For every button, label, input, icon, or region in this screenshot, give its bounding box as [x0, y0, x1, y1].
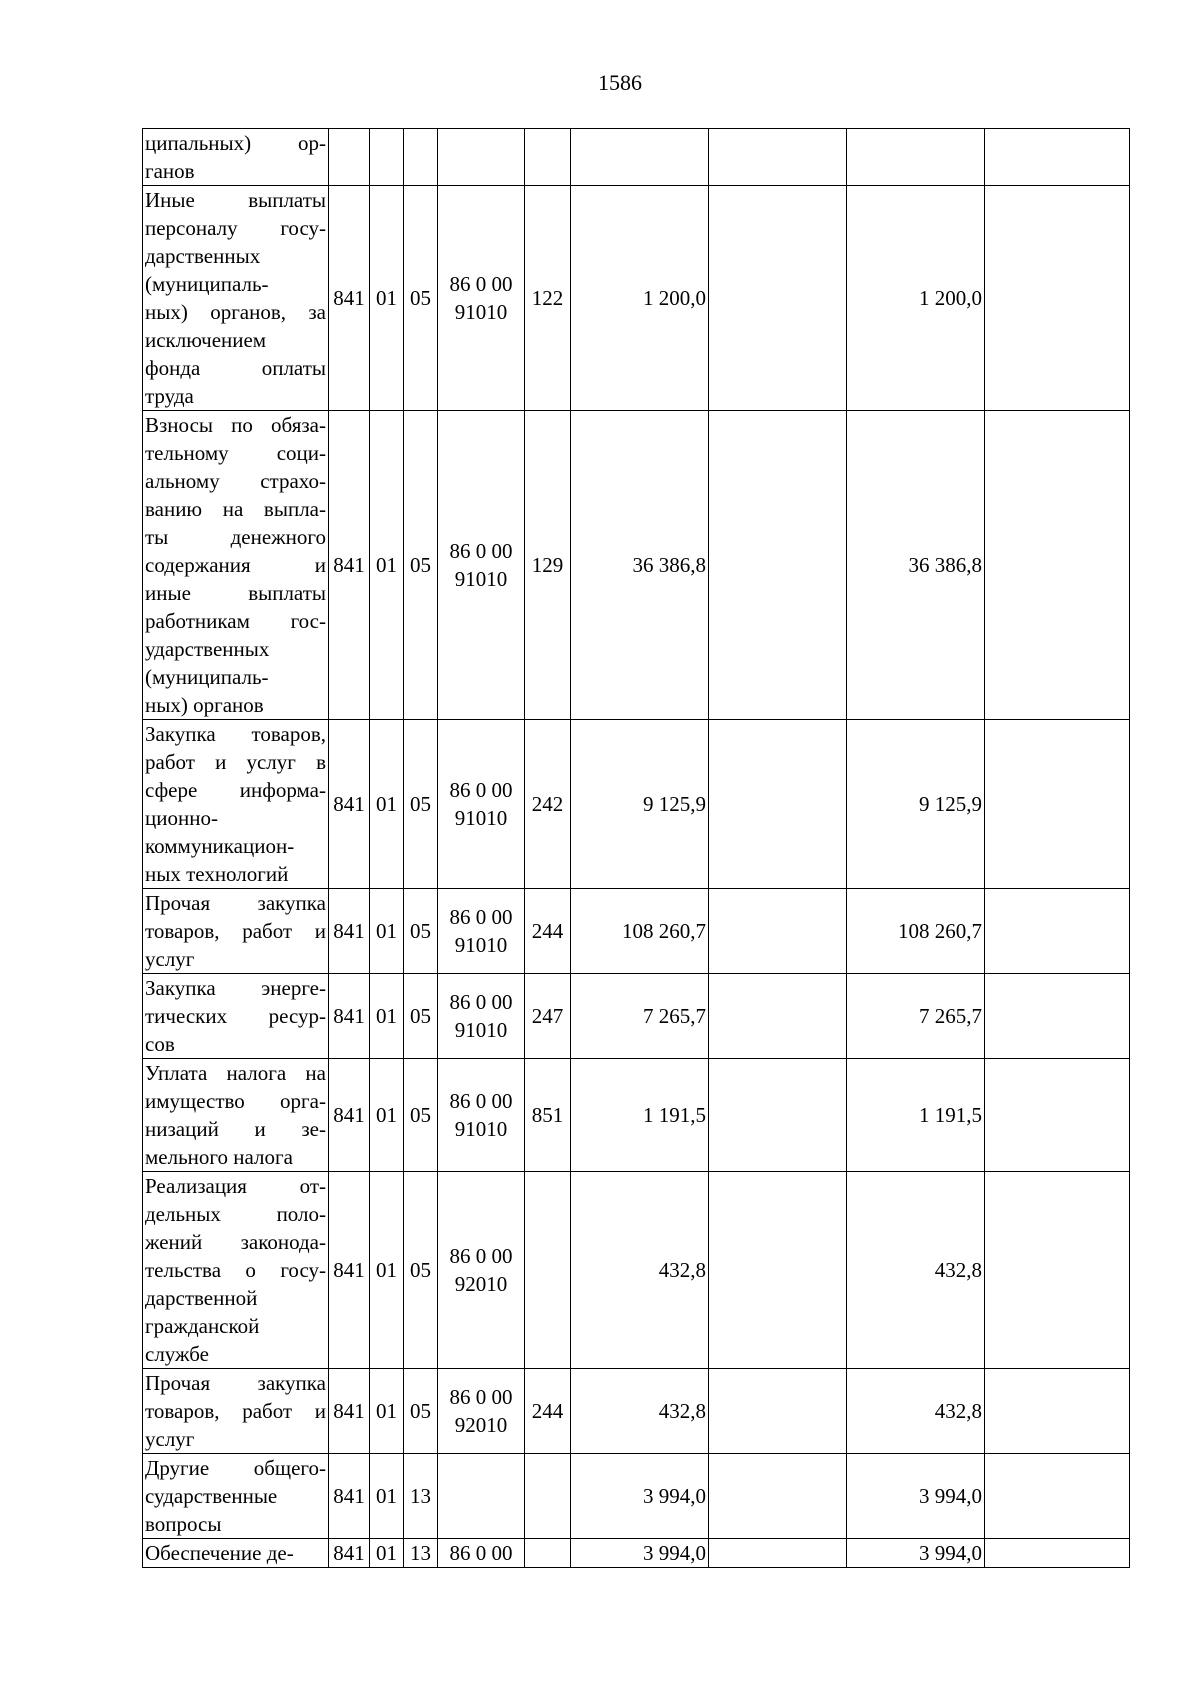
row-name-line: ных) органов: [145, 693, 264, 717]
grbs-cell: 841: [329, 889, 370, 974]
subsection-cell: 13: [404, 1454, 438, 1539]
expense-type-cell: 122: [525, 186, 571, 411]
row-name-line: тельства о госу-: [145, 1258, 326, 1282]
subsection-cell: 13: [404, 1539, 438, 1568]
row-name-line: (муниципаль-: [145, 665, 269, 689]
section-cell: [370, 129, 404, 186]
target-article-line: 92010: [454, 1413, 508, 1437]
expense-type-cell: [525, 1172, 571, 1369]
target-article-line: 86 0 00: [449, 778, 513, 802]
row-name-line: иные выплаты: [145, 581, 326, 605]
row-name-line: дарственной: [145, 1286, 258, 1310]
amount-cell-3: 1 191,5: [847, 1059, 985, 1172]
amount-cell-2: [709, 1369, 847, 1454]
amount-cell-2: [709, 889, 847, 974]
amount-cell-4: [985, 1454, 1130, 1539]
row-name-line: Прочая закупка: [145, 891, 326, 915]
table-row: [143, 1454, 1130, 1539]
target-article-line: 91010: [454, 1117, 508, 1141]
amount-cell-4: [985, 720, 1130, 889]
row-name-cell: [143, 411, 329, 720]
page-number: 1586: [598, 70, 642, 95]
target-article-cell: [438, 1172, 525, 1369]
section-cell: 01: [370, 411, 404, 720]
target-article-line: 86 0 00: [449, 1385, 513, 1409]
row-name-cell: [143, 1172, 329, 1369]
amount-cell-3: 36 386,8: [847, 411, 985, 720]
subsection-cell: 05: [404, 1369, 438, 1454]
amount-cell-2: [709, 1172, 847, 1369]
amount-cell-3: 432,8: [847, 1369, 985, 1454]
expense-type-cell: [525, 1539, 571, 1568]
row-name-cell: [143, 1059, 329, 1172]
subsection-cell: 05: [404, 1059, 438, 1172]
amount-cell-3: [847, 129, 985, 186]
row-name-line: Иные выплаты: [145, 188, 326, 212]
amount-cell-2: [709, 1059, 847, 1172]
row-name-line: ударственных: [145, 637, 270, 661]
row-name-line: ных) органов, за: [145, 300, 326, 324]
budget-table: [142, 128, 1130, 1568]
section-cell: 01: [370, 889, 404, 974]
target-article-line: 86 0 00: [449, 1244, 513, 1268]
target-article-line: 91010: [454, 1018, 508, 1042]
amount-cell-2: [709, 1454, 847, 1539]
amount-cell-2: [709, 974, 847, 1059]
grbs-cell: [329, 129, 370, 186]
table-row: [143, 411, 1130, 720]
row-name-line: услуг: [145, 947, 195, 971]
row-name-line: сов: [145, 1032, 175, 1056]
row-name-line: Прочая закупка: [145, 1371, 326, 1395]
amount-cell-1: [571, 129, 709, 186]
target-article-line: 86 0 00: [449, 539, 513, 563]
target-article-line: 86 0 00: [449, 990, 513, 1014]
amount-cell-1: 432,8: [571, 1172, 709, 1369]
row-name-cell: [143, 974, 329, 1059]
target-article-cell: [438, 720, 525, 889]
table-row: [143, 1172, 1130, 1369]
table-body: [143, 129, 1130, 1568]
row-name-line: Уплата налога на: [145, 1061, 326, 1085]
amount-cell-4: [985, 1539, 1130, 1568]
subsection-cell: 05: [404, 720, 438, 889]
subsection-cell: 05: [404, 974, 438, 1059]
table-row: [143, 889, 1130, 974]
row-name-line: ганов: [145, 159, 195, 183]
amount-cell-1: 3 994,0: [571, 1454, 709, 1539]
grbs-cell: 841: [329, 1172, 370, 1369]
grbs-cell: 841: [329, 720, 370, 889]
grbs-cell: 841: [329, 411, 370, 720]
section-cell: 01: [370, 974, 404, 1059]
row-name-line: имущество орга-: [145, 1089, 326, 1113]
section-cell: 01: [370, 1539, 404, 1568]
row-name-line: фонда оплаты: [145, 356, 326, 380]
amount-cell-3: 3 994,0: [847, 1539, 985, 1568]
target-article-cell: [438, 1454, 525, 1539]
expense-type-cell: [525, 1454, 571, 1539]
amount-cell-4: [985, 1059, 1130, 1172]
section-cell: 01: [370, 1172, 404, 1369]
row-name-line: Закупка товаров,: [145, 722, 326, 746]
row-name-line: тических ресур-: [145, 1004, 326, 1028]
subsection-cell: [404, 129, 438, 186]
table-row: [143, 1059, 1130, 1172]
row-name-line: труда: [145, 384, 194, 408]
grbs-cell: 841: [329, 974, 370, 1059]
row-name-line: ционно-: [145, 806, 218, 830]
expense-type-cell: 851: [525, 1059, 571, 1172]
amount-cell-3: 7 265,7: [847, 974, 985, 1059]
amount-cell-3: 108 260,7: [847, 889, 985, 974]
row-name-line: персоналу госу-: [145, 216, 326, 240]
table-row: [143, 129, 1130, 186]
row-name-line: вопросы: [145, 1512, 222, 1536]
row-name-cell: [143, 1369, 329, 1454]
row-name-cell: [143, 1454, 329, 1539]
amount-cell-4: [985, 889, 1130, 974]
expense-type-cell: 244: [525, 889, 571, 974]
amount-cell-4: [985, 1369, 1130, 1454]
row-name-line: Другие общего-: [145, 1456, 326, 1480]
table-row: [143, 974, 1130, 1059]
target-article-line: 86 0 00: [449, 905, 513, 929]
row-name-line: товаров, работ и: [145, 919, 326, 943]
amount-cell-1: 1 191,5: [571, 1059, 709, 1172]
target-article-cell: [438, 889, 525, 974]
target-article-line: 86 0 00: [449, 1089, 513, 1113]
grbs-cell: 841: [329, 1539, 370, 1568]
expense-type-cell: 247: [525, 974, 571, 1059]
subsection-cell: 05: [404, 1172, 438, 1369]
target-article-line: 91010: [454, 806, 508, 830]
row-name-line: ных технологий: [145, 862, 289, 886]
expense-type-cell: [525, 129, 571, 186]
amount-cell-2: [709, 186, 847, 411]
target-article-line: 86 0 00: [449, 1541, 513, 1565]
section-cell: 01: [370, 1369, 404, 1454]
grbs-cell: 841: [329, 186, 370, 411]
row-name-cell: [143, 720, 329, 889]
amount-cell-4: [985, 1172, 1130, 1369]
row-name-cell: [143, 1539, 329, 1568]
table-row: [143, 720, 1130, 889]
amount-cell-3: 9 125,9: [847, 720, 985, 889]
subsection-cell: 05: [404, 411, 438, 720]
row-name-line: Реализация от-: [145, 1174, 326, 1198]
amount-cell-2: [709, 720, 847, 889]
amount-cell-3: 432,8: [847, 1172, 985, 1369]
table-row: [143, 186, 1130, 411]
row-name-line: работникам гос-: [145, 609, 326, 633]
expense-type-cell: 129: [525, 411, 571, 720]
grbs-cell: 841: [329, 1369, 370, 1454]
target-article-cell: [438, 186, 525, 411]
row-name-line: исключением: [145, 328, 267, 352]
target-article-cell: [438, 129, 525, 186]
row-name-line: службе: [145, 1342, 209, 1366]
target-article-cell: [438, 1539, 525, 1568]
amount-cell-2: [709, 1539, 847, 1568]
row-name-line: ципальных) ор-: [145, 131, 326, 155]
row-name-line: низаций и зе-: [145, 1117, 326, 1141]
row-name-line: тельному соци-: [145, 441, 326, 465]
amount-cell-1: 1 200,0: [571, 186, 709, 411]
amount-cell-1: 36 386,8: [571, 411, 709, 720]
amount-cell-4: [985, 974, 1130, 1059]
target-article-line: 92010: [454, 1272, 508, 1296]
row-name-line: коммуникацион-: [145, 834, 295, 858]
grbs-cell: 841: [329, 1454, 370, 1539]
row-name-line: ты денежного: [145, 525, 326, 549]
subsection-cell: 05: [404, 889, 438, 974]
row-name-cell: [143, 186, 329, 411]
amount-cell-2: [709, 129, 847, 186]
expense-type-cell: 242: [525, 720, 571, 889]
amount-cell-4: [985, 129, 1130, 186]
row-name-line: товаров, работ и: [145, 1399, 326, 1423]
row-name-line: Закупка энерге-: [145, 976, 326, 1000]
amount-cell-1: 3 994,0: [571, 1539, 709, 1568]
section-cell: 01: [370, 720, 404, 889]
row-name-cell: [143, 889, 329, 974]
expense-type-cell: 244: [525, 1369, 571, 1454]
row-name-line: ванию на выпла-: [145, 497, 326, 521]
section-cell: 01: [370, 1059, 404, 1172]
amount-cell-1: 432,8: [571, 1369, 709, 1454]
amount-cell-1: 108 260,7: [571, 889, 709, 974]
row-name-line: мельного налога: [145, 1145, 293, 1169]
row-name-line: Взносы по обяза-: [145, 413, 326, 437]
target-article-line: 91010: [454, 300, 508, 324]
row-name-line: сударственные: [145, 1484, 278, 1508]
amount-cell-4: [985, 411, 1130, 720]
section-cell: 01: [370, 186, 404, 411]
row-name-line: альному страхо-: [145, 469, 326, 493]
target-article-cell: [438, 1369, 525, 1454]
amount-cell-3: 1 200,0: [847, 186, 985, 411]
amount-cell-3: 3 994,0: [847, 1454, 985, 1539]
target-article-cell: [438, 411, 525, 720]
amount-cell-1: 9 125,9: [571, 720, 709, 889]
grbs-cell: 841: [329, 1059, 370, 1172]
row-name-line: содержания и: [145, 553, 326, 577]
target-article-line: 91010: [454, 933, 508, 957]
target-article-line: 91010: [454, 567, 508, 591]
row-name-line: жений законода-: [145, 1230, 326, 1254]
row-name-cell: [143, 129, 329, 186]
row-name-line: сфере информа-: [145, 778, 326, 802]
row-name-line: гражданской: [145, 1314, 260, 1338]
target-article-cell: [438, 1059, 525, 1172]
row-name-line: (муниципаль-: [145, 272, 269, 296]
row-name-line: Обеспечение де-: [145, 1541, 294, 1565]
table-row: [143, 1539, 1130, 1568]
target-article-line: 86 0 00: [449, 272, 513, 296]
row-name-line: услуг: [145, 1427, 195, 1451]
amount-cell-4: [985, 186, 1130, 411]
subsection-cell: 05: [404, 186, 438, 411]
section-cell: 01: [370, 1454, 404, 1539]
table-row: [143, 1369, 1130, 1454]
amount-cell-2: [709, 411, 847, 720]
row-name-line: дарственных: [145, 244, 261, 268]
amount-cell-1: 7 265,7: [571, 974, 709, 1059]
target-article-cell: [438, 974, 525, 1059]
row-name-line: дельных поло-: [145, 1202, 326, 1226]
row-name-line: работ и услуг в: [145, 750, 326, 774]
